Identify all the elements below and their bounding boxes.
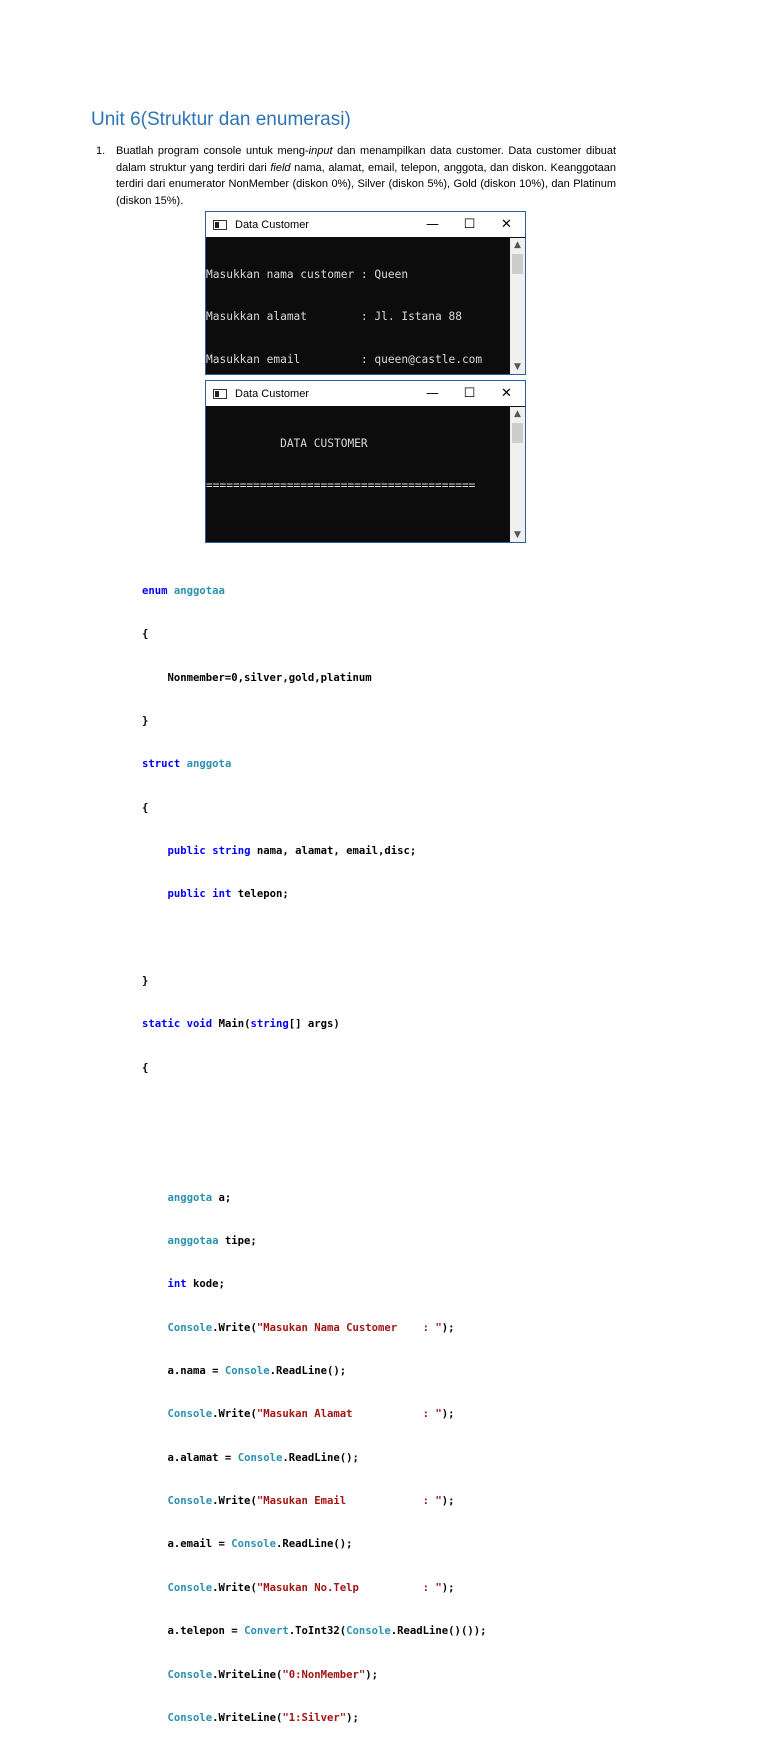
window-title: Data Customer [235, 218, 309, 231]
code-line: Console.WriteLine("1:Silver"); [167, 1711, 359, 1724]
scroll-up-arrow-icon[interactable]: ▲ [514, 240, 521, 250]
console-window-output[interactable] [205, 380, 526, 543]
scroll-up-arrow-icon[interactable]: ▲ [514, 409, 521, 419]
maximize-button[interactable]: ☐ [463, 217, 476, 232]
code-line: static void Main(string[] args) [142, 1018, 340, 1031]
maximize-button[interactable]: ☐ [463, 386, 476, 401]
console-line: ======================================== [206, 479, 476, 493]
console-window-input[interactable] [205, 211, 526, 375]
window-title: Data Customer [235, 387, 309, 400]
code-line: a.email = Console.ReadLine(); [167, 1538, 353, 1551]
console-app-icon [213, 220, 227, 230]
console-app-icon [213, 389, 227, 399]
vertical-scrollbar[interactable] [510, 238, 525, 374]
code-line: int kode; [167, 1278, 225, 1291]
code-line [142, 931, 486, 945]
code-line: { [142, 801, 149, 814]
code-line: Console.Write("Masukan Email : "); [167, 1495, 455, 1508]
code-line: Console.Write("Masukan Alamat : "); [167, 1408, 455, 1421]
code-line: } [142, 714, 149, 727]
code-line: a.alamat = Console.ReadLine(); [167, 1451, 359, 1464]
scroll-down-arrow-icon[interactable]: ▼ [514, 530, 521, 540]
console-output [206, 238, 510, 374]
scroll-down-arrow-icon[interactable]: ▼ [514, 362, 521, 372]
code-line: anggota a; [167, 1191, 232, 1204]
minimize-button[interactable]: — [426, 386, 439, 401]
scrollbar-thumb[interactable] [512, 423, 523, 443]
minimize-button[interactable]: — [426, 217, 439, 232]
code-line: { [142, 1061, 149, 1074]
console-line: Masukkan email : queen@castle.com [206, 353, 483, 367]
code-line [142, 1147, 486, 1161]
code-line: struct anggota [142, 758, 232, 771]
code-line: Console.Write("Masukan Nama Customer : "); [167, 1321, 455, 1334]
window-titlebar[interactable] [206, 381, 525, 406]
code-line: a.telepon = Convert.ToInt32(Console.ReadLine()()); [167, 1625, 487, 1638]
code-listing [142, 555, 486, 1740]
code-line: { [142, 628, 149, 641]
console-line: Masukkan alamat : Jl. Istana 88 [206, 310, 462, 324]
page-title: Unit 6(Struktur dan enumerasi) [91, 109, 351, 130]
scrollbar-thumb[interactable] [512, 254, 523, 274]
window-titlebar[interactable] [206, 212, 525, 237]
console-output [206, 407, 510, 542]
code-line: anggotaa tipe; [167, 1235, 257, 1248]
code-line: Console.WriteLine("0:NonMember"); [167, 1668, 379, 1681]
code-line: Nonmember=0,silver,gold,platinum [142, 671, 372, 684]
code-line: a.nama = Console.ReadLine(); [167, 1365, 347, 1378]
code-line: Console.Write("Masukan No.Telp : "); [167, 1581, 455, 1594]
exercise-number: 1. [96, 145, 106, 157]
console-line: Masukkan nama customer : Queen [206, 267, 409, 281]
exercise-description: Buatlah program console untuk meng-input dan menampilkan data customer. Data customer dibuat dalam struktur yang terdiri dari field nama, alamat, email, telepon, anggota, dan diskon. Keanggotaan terdiri dari enumerator NonMember (diskon 0%), Silver (diskon 5%), Gold (diskon 10%), dan Platinum (diskon 15%). [116, 145, 616, 207]
code-line: enum anggotaa [142, 584, 225, 597]
console-line: DATA CUSTOMER [206, 436, 368, 450]
code-line [142, 1104, 486, 1118]
code-line: public string nama, alamat, email,disc; [167, 844, 417, 857]
close-button[interactable]: ✕ [501, 386, 512, 401]
close-button[interactable]: ✕ [501, 217, 512, 232]
console-line [206, 522, 510, 536]
code-line: public int telepon; [167, 888, 289, 901]
vertical-scrollbar[interactable] [510, 407, 525, 542]
code-line: } [142, 975, 149, 987]
